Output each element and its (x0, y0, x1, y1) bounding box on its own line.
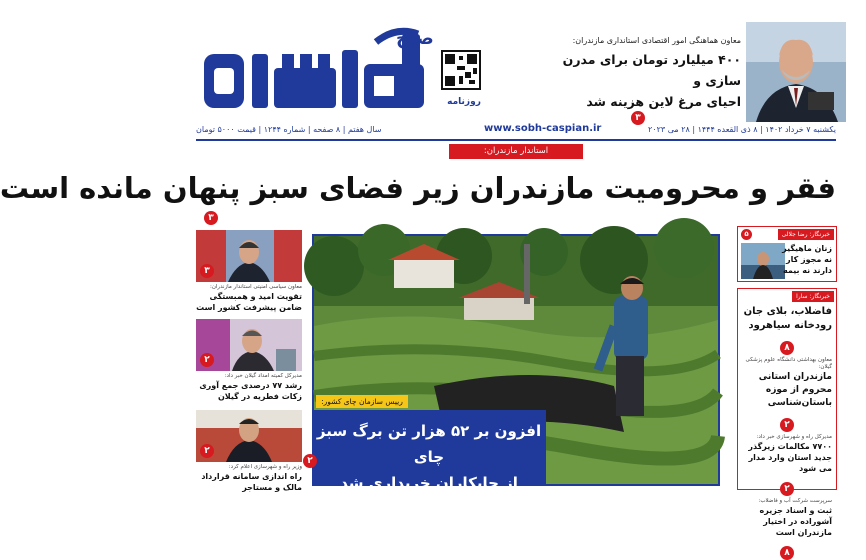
page-badge: ۸ (780, 546, 794, 560)
news-title: ۷۷۰۰ مکالمات زیرگذر جدید استان وارد مدار می شود (748, 442, 832, 473)
teaser-line1: ۴۰۰ میلیارد تومان برای مدرن سازی و (562, 52, 741, 88)
news-kicker: سرپرست شرکت آب و فاضلاب: (758, 498, 832, 504)
logo-main-text (196, 24, 199, 25)
info-bar (196, 122, 836, 138)
masthead (166, 0, 866, 122)
news-title: زنان ماهیگیر نه مجوز کار دارند نه بیمه (782, 244, 832, 275)
news-photo (741, 243, 785, 279)
roozname-label: روزنامه (447, 97, 481, 107)
logo-script-text: صبح (396, 28, 434, 49)
website-link[interactable]: www.sobh-caspian.ir (484, 123, 602, 134)
issue-info: سال هفتم | ۸ صفحه | شماره ۱۲۴۴ | قیمت ۵۰۰۰ تومان (196, 125, 382, 134)
left-news-item[interactable] (196, 230, 302, 313)
teaser-line2: احیای مرغ لاین هزینه شد (586, 94, 741, 109)
news-title: مازندران استانی محروم از موزه باستان‌شناسی (758, 372, 832, 408)
news-title: رشد ۷۷ درصدی جمع آوری زکات فطریه در گیلان (199, 381, 302, 401)
photo-caption-source: رییس سازمان چای کشور: (316, 395, 408, 408)
reporter-tag: خبرنگار: رضا جلالی (778, 229, 834, 240)
news-title: ثبت و اسناد جزیره آشوراده در اختیار مازندران است (759, 506, 832, 537)
page-badge: ۸ (780, 341, 794, 355)
right-news-box[interactable] (737, 226, 837, 282)
news-title: تقویت امید و همبستگی ضامن پیشرفت کشور است (196, 292, 302, 312)
news-kicker: وزیر راه و شهرسازی اعلام کرد: (228, 464, 302, 470)
news-kicker: معاون بهداشتی دانشگاه علوم پزشکی گیلان: (745, 357, 832, 370)
page-badge: ۳ (200, 264, 214, 278)
news-photo (196, 230, 302, 282)
right-news-box[interactable] (737, 288, 837, 558)
news-kicker: مدیرکل کمیته امداد گیلان خبر داد: (224, 373, 302, 379)
page-badge: ۳ (204, 211, 218, 225)
reporter-tag: خبرنگار: سارا (792, 291, 834, 302)
news-title: فاضلاب، بلای جان رودخانه سیاهرود (743, 306, 832, 331)
left-news-item[interactable] (196, 410, 302, 493)
page-badge: ۲ (200, 444, 214, 458)
page-badge: ۳ (631, 111, 645, 125)
news-photo (196, 319, 302, 371)
news-kicker: معاون سیاسی امنیتی استاندار مازندران: (210, 284, 302, 290)
teaser-kicker: معاون هماهنگی امور اقتصادی استانداری مازندران: (572, 36, 741, 45)
news-title: راه اندازی سامانه قرارداد مالک و مستاجر (201, 472, 302, 492)
left-news-column (196, 226, 302, 496)
newspaper-logo (196, 24, 441, 120)
teaser-story[interactable] (526, 36, 741, 123)
page-badge: ۲ (780, 482, 794, 496)
page-badge: ۵ (741, 229, 752, 240)
masthead-divider (196, 139, 836, 141)
date-line: یکشنبه ۷ خرداد ۱۴۰۲ | ۸ ذی القعده ۱۴۴۴ | ۲۸ می ۲۰۲۳ (647, 125, 836, 134)
page-badge: ۲ (780, 418, 794, 432)
photo-caption-line1: افزون بر ۵۲ هزار تن برگ سبز چای (316, 422, 542, 466)
lead-source-label: استاندار مازندران: (449, 144, 583, 159)
page-badge: ۲ (303, 454, 317, 468)
official-portrait (746, 22, 846, 122)
news-photo (196, 410, 302, 462)
photo-caption-box[interactable] (312, 410, 546, 492)
photo-caption-line2: از چایکاران خریداری شد (340, 474, 518, 492)
lead-headline[interactable]: فقر و محرومیت مازندران زیر فضای سبز پنهان مانده است (0, 171, 836, 205)
page-badge: ۲ (200, 353, 214, 367)
news-kicker: مدیرکل راه و شهرسازی خبر داد: (756, 434, 832, 440)
qr-code[interactable] (441, 50, 481, 90)
left-news-item[interactable] (196, 319, 302, 402)
